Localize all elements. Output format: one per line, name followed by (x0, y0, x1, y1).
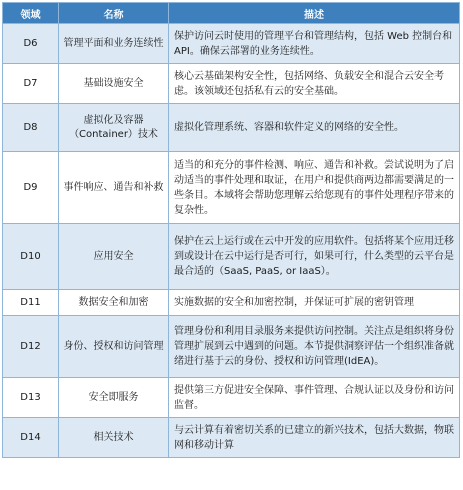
row-name: 相关技术 (59, 418, 169, 458)
row-desc: 与云计算有着密切关系的已建立的新兴技术，包括大数据，物联网和移动计算 (169, 418, 460, 458)
domain-table (2, 2, 460, 458)
row-desc: 提供第三方促进安全保障、事件管理、合规认证以及身份和访问监督。 (169, 378, 460, 418)
row-domain: D8 (3, 104, 59, 152)
header-desc: 描述 (169, 3, 460, 24)
table-row (3, 104, 460, 152)
header-name: 名称 (59, 3, 169, 24)
header-domain: 领域 (3, 3, 59, 24)
row-domain: D7 (3, 64, 59, 104)
row-name: 应用安全 (59, 224, 169, 290)
row-domain: D13 (3, 378, 59, 418)
row-name: 虚拟化及容器（Container）技术 (59, 104, 169, 152)
row-desc: 实施数据的安全和加密控制，并保证可扩展的密钥管理 (169, 290, 460, 316)
row-name: 数据安全和加密 (59, 290, 169, 316)
row-name: 基础设施安全 (59, 64, 169, 104)
row-domain: D14 (3, 418, 59, 458)
table-row (3, 378, 460, 418)
row-name: 安全即服务 (59, 378, 169, 418)
table-row (3, 64, 460, 104)
table-row (3, 152, 460, 224)
row-domain: D9 (3, 152, 59, 224)
table-row (3, 290, 460, 316)
table-row (3, 24, 460, 64)
row-domain: D6 (3, 24, 59, 64)
row-desc: 适当的和充分的事件检测、响应、通告和补救。尝试说明为了启动适当的事件处理和取证，在用户和提供商两边都需要满足的一些条目。本域将会帮助您理解云给您现有的事件处理程序带来的复杂性。 (169, 152, 460, 224)
row-desc: 保护在云上运行或在云中开发的应用软件。包括将某个应用迁移到或设计在云中运行是否可行，如果可行，什么类型的云平台是最合适的（SaaS, PaaS, or IaaS）。 (169, 224, 460, 290)
table-row (3, 418, 460, 458)
table-row (3, 316, 460, 378)
row-desc: 保护访问云时使用的管理平台和管理结构，包括 Web 控制台和 API。确保云部署的业务连续性。 (169, 24, 460, 64)
row-desc: 虚拟化管理系统、容器和软件定义的网络的安全性。 (169, 104, 460, 152)
row-domain: D12 (3, 316, 59, 378)
row-domain: D11 (3, 290, 59, 316)
row-desc: 核心云基础架构安全性，包括网络、负载安全和混合云安全考虑。该领域还包括私有云的安全基础。 (169, 64, 460, 104)
table-row (3, 224, 460, 290)
row-name: 管理平面和业务连续性 (59, 24, 169, 64)
row-name: 身份、授权和访问管理 (59, 316, 169, 378)
row-domain: D10 (3, 224, 59, 290)
table-header-row (3, 3, 460, 24)
row-desc: 管理身份和利用目录服务来提供访问控制。关注点是组织将身份管理扩展到云中遇到的问题。本节提供洞察评估一个组织准备就绪进行基于云的身份、授权和访问管理(IdEA)。 (169, 316, 460, 378)
row-name: 事件响应、通告和补救 (59, 152, 169, 224)
